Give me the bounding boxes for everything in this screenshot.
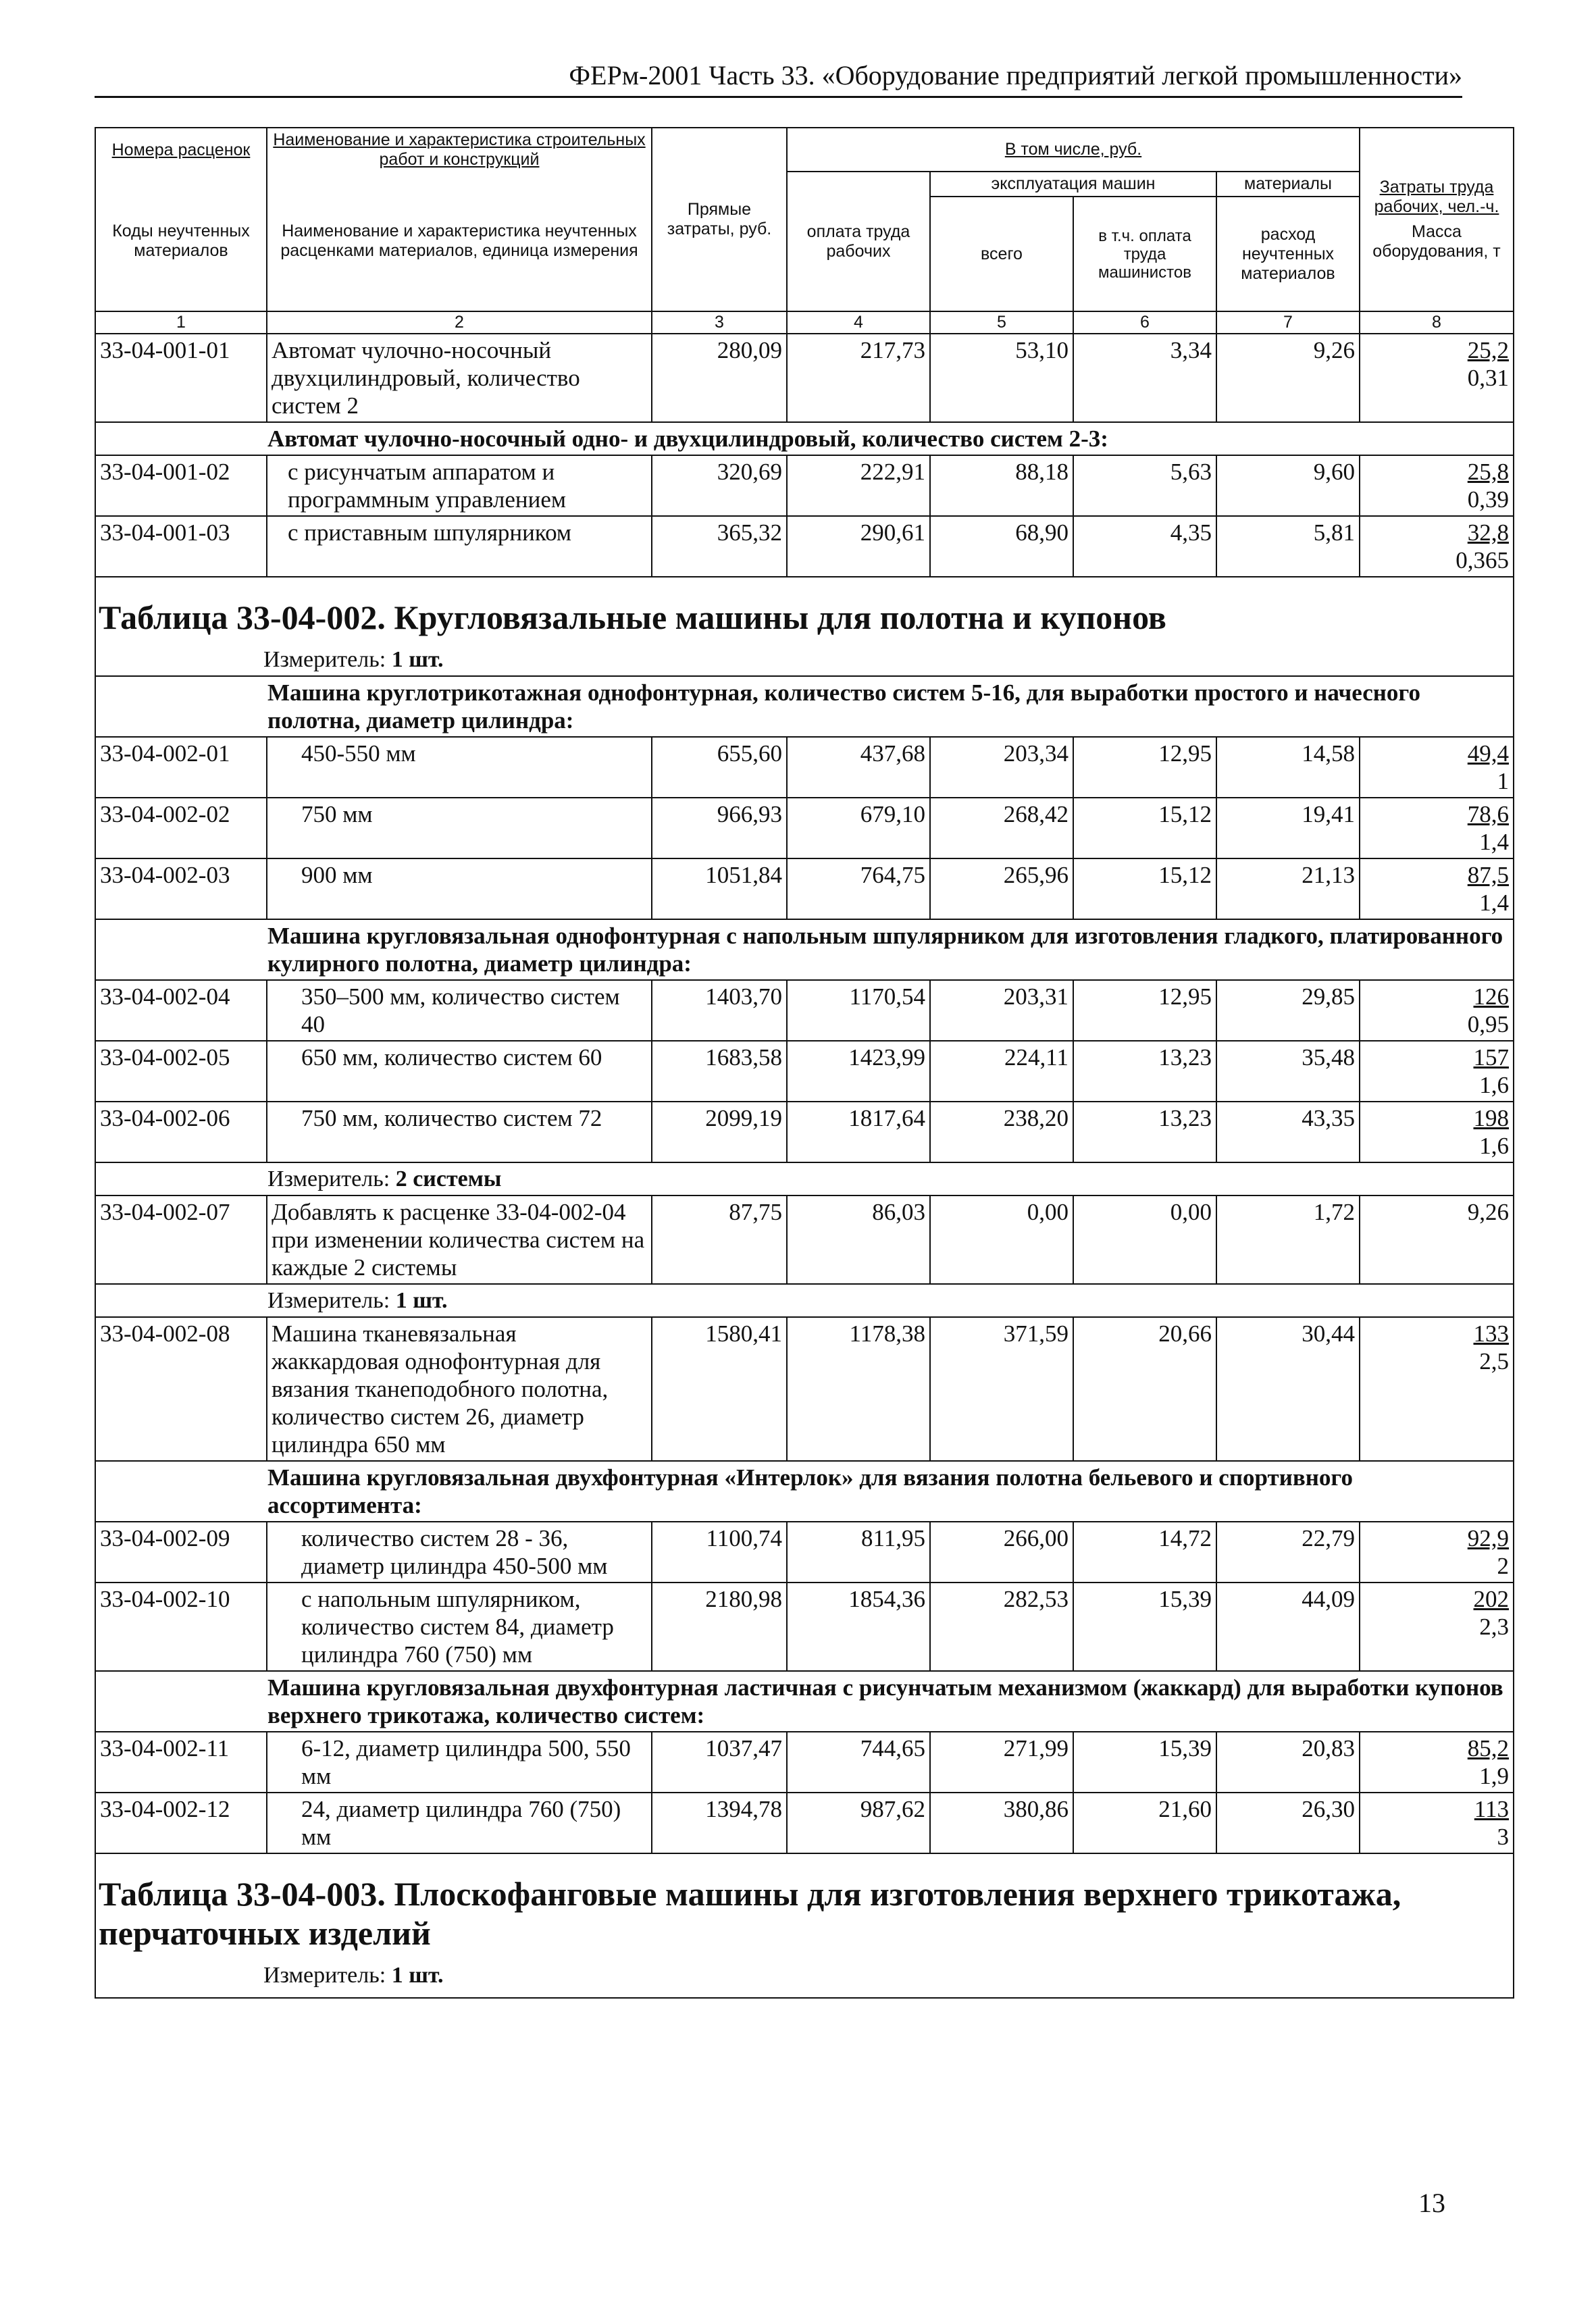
group-text: Машина кругловязальная двухфонтурная «Интерлок» для вязания полотна бельевого и спортивного ассортимента: — [95, 1461, 1514, 1522]
machines: 238,20 — [930, 1102, 1073, 1162]
rate-code: 33-04-002-12 — [95, 1793, 267, 1853]
meter-label: Измеритель: — [267, 1288, 390, 1313]
labor-mass — [1360, 1522, 1514, 1583]
direct-costs: 1100,74 — [652, 1522, 787, 1583]
machines: 0,00 — [930, 1195, 1073, 1284]
table-title-row — [95, 577, 1514, 644]
col-machine-total: всего — [930, 197, 1073, 311]
page-number: 13 — [1418, 2188, 1445, 2218]
column-numbers-row — [95, 311, 1514, 334]
labor: 133 — [1473, 1320, 1509, 1347]
wages: 222,91 — [787, 455, 930, 516]
table-002-title: Таблица 33-04-002. Кругловязальные машины для полотна и купонов — [95, 577, 1514, 644]
rate-name: 450-550 мм — [267, 737, 652, 798]
wages: 764,75 — [787, 858, 930, 919]
rate-code: 33-04-002-09 — [95, 1522, 267, 1583]
col-labor-mass — [1360, 128, 1514, 311]
col-materials: материалы — [1216, 172, 1360, 197]
rate-name: Машина тканевязальная жаккардовая однофонтурная для вязания тканеподобного полотна, количество систем 26, диаметр цилиндра 650 мм — [267, 1317, 652, 1461]
labor-mass — [1360, 798, 1514, 858]
wages: 1170,54 — [787, 980, 930, 1041]
labor-mass — [1360, 980, 1514, 1041]
meter-row — [95, 1284, 1514, 1317]
labor-mass — [1360, 1041, 1514, 1102]
labor: 126 — [1473, 983, 1509, 1010]
direct-costs: 1403,70 — [652, 980, 787, 1041]
materials: 19,41 — [1216, 798, 1360, 858]
mass: 1,6 — [1479, 1072, 1509, 1098]
machinist-wages: 13,23 — [1073, 1041, 1216, 1102]
labor-mass — [1360, 1317, 1514, 1461]
rate-code: 33-04-002-03 — [95, 858, 267, 919]
col-number: 8 — [1360, 311, 1514, 334]
labor-mass — [1360, 455, 1514, 516]
labor: 92,9 — [1467, 1525, 1509, 1551]
meter-unit: 1 шт. — [391, 647, 444, 672]
meter-label: Измеритель: — [263, 647, 386, 672]
labor: 9,26 — [1360, 1195, 1514, 1284]
rate-code: 33-04-002-10 — [95, 1583, 267, 1671]
rate-code: 33-04-002-07 — [95, 1195, 267, 1284]
labor-mass — [1360, 1102, 1514, 1162]
machinist-wages: 21,60 — [1073, 1793, 1216, 1853]
col-number: 2 — [267, 311, 652, 334]
col-number: 4 — [787, 311, 930, 334]
header-row-1 — [95, 128, 1514, 172]
wages: 987,62 — [787, 1793, 930, 1853]
machines: 68,90 — [930, 516, 1073, 577]
meter — [95, 1284, 1514, 1317]
rate-code: 33-04-002-02 — [95, 798, 267, 858]
rate-code: 33-04-002-08 — [95, 1317, 267, 1461]
machines: 380,86 — [930, 1793, 1073, 1853]
group-heading — [95, 1461, 1514, 1522]
machinist-wages: 12,95 — [1073, 980, 1216, 1041]
col-unaccounted-codes: Коды неучтенных материалов — [95, 172, 267, 311]
machines: 203,34 — [930, 737, 1073, 798]
rate-name: с напольным шпулярником, количество систем 84, диаметр цилиндра 760 (750) мм — [267, 1583, 652, 1671]
col-name-top: Наименование и характеристика строительных работ и конструкций — [267, 128, 652, 172]
materials: 20,83 — [1216, 1732, 1360, 1793]
direct-costs: 280,09 — [652, 334, 787, 422]
wages: 679,10 — [787, 798, 930, 858]
col-number: 6 — [1073, 311, 1216, 334]
group-heading — [95, 676, 1514, 737]
wages: 744,65 — [787, 1732, 930, 1793]
labor-mass — [1360, 1732, 1514, 1793]
group-text: Машина кругловязальная двухфонтурная ластичная с рисунчатым механизмом (жаккард) для выработки купонов верхнего трикотажа, количество систем: — [95, 1671, 1514, 1732]
rate-name: Добавлять к расценке 33-04-002-04 при изменении количества систем на каждые 2 системы — [267, 1195, 652, 1284]
machinist-wages: 14,72 — [1073, 1522, 1216, 1583]
direct-costs: 1037,47 — [652, 1732, 787, 1793]
direct-costs: 1051,84 — [652, 858, 787, 919]
direct-costs: 1683,58 — [652, 1041, 787, 1102]
labor: 49,4 — [1467, 740, 1509, 767]
direct-costs: 1394,78 — [652, 1793, 787, 1853]
direct-costs: 365,32 — [652, 516, 787, 577]
table-row — [95, 1102, 1514, 1162]
labor: 198 — [1473, 1105, 1509, 1131]
machinist-wages: 15,12 — [1073, 798, 1216, 858]
rate-code: 33-04-002-11 — [95, 1732, 267, 1793]
meter-row — [95, 1959, 1514, 1998]
table-row — [95, 1041, 1514, 1102]
table-003-title: Таблица 33-04-003. Плоскофанговые машины для изготовления верхнего трикотажа, перчаточных изделий — [95, 1853, 1514, 1959]
col-labor: Затраты труда рабочих, чел.-ч. — [1374, 178, 1499, 216]
materials: 43,35 — [1216, 1102, 1360, 1162]
group-heading — [95, 422, 1514, 455]
wages: 1854,36 — [787, 1583, 930, 1671]
rate-code: 33-04-002-06 — [95, 1102, 267, 1162]
table-row — [95, 455, 1514, 516]
labor-mass — [1360, 334, 1514, 422]
table-row — [95, 737, 1514, 798]
machinist-wages: 3,34 — [1073, 334, 1216, 422]
rate-name: 750 мм — [267, 798, 652, 858]
meter-row — [95, 644, 1514, 676]
machinist-wages: 15,39 — [1073, 1732, 1216, 1793]
table-row — [95, 516, 1514, 577]
col-name-bottom: Наименование и характеристика неучтенных расценками материалов, единица измерения — [267, 172, 652, 311]
machines: 266,00 — [930, 1522, 1073, 1583]
materials: 9,60 — [1216, 455, 1360, 516]
table-row — [95, 1732, 1514, 1793]
col-including: В том числе, руб. — [787, 128, 1360, 172]
group-text: Автомат чулочно-носочный одно- и двухцилиндровый, количество систем 2-3: — [95, 422, 1514, 455]
table-row — [95, 858, 1514, 919]
meter-unit: 1 шт. — [391, 1963, 444, 1988]
labor: 113 — [1474, 1796, 1509, 1822]
direct-costs: 320,69 — [652, 455, 787, 516]
mass: 0,31 — [1467, 365, 1509, 391]
labor-mass — [1360, 858, 1514, 919]
wages: 437,68 — [787, 737, 930, 798]
rate-code: 33-04-002-01 — [95, 737, 267, 798]
meter — [95, 644, 1514, 676]
wages: 1817,64 — [787, 1102, 930, 1162]
direct-costs: 655,60 — [652, 737, 787, 798]
labor: 202 — [1473, 1586, 1509, 1612]
machinist-wages: 20,66 — [1073, 1317, 1216, 1461]
rate-code: 33-04-001-02 — [95, 455, 267, 516]
rates-table — [95, 127, 1514, 1999]
mass: 2,5 — [1479, 1348, 1509, 1374]
machinist-wages: 15,12 — [1073, 858, 1216, 919]
materials: 26,30 — [1216, 1793, 1360, 1853]
materials: 30,44 — [1216, 1317, 1360, 1461]
col-number: 7 — [1216, 311, 1360, 334]
rate-name: 750 мм, количество систем 72 — [267, 1102, 652, 1162]
machines: 371,59 — [930, 1317, 1073, 1461]
direct-costs: 2099,19 — [652, 1102, 787, 1162]
mass: 2,3 — [1479, 1614, 1509, 1640]
labor-mass — [1360, 516, 1514, 577]
rate-name: 350–500 мм, количество систем 40 — [267, 980, 652, 1041]
labor: 32,8 — [1467, 519, 1509, 546]
col-number: 3 — [652, 311, 787, 334]
mass: 1,9 — [1479, 1763, 1509, 1789]
machinist-wages: 15,39 — [1073, 1583, 1216, 1671]
col-mass: Масса оборудования, т — [1372, 222, 1501, 261]
rate-name: 24, диаметр цилиндра 760 (750) мм — [267, 1793, 652, 1853]
col-direct-costs: Прямые затраты, руб. — [652, 128, 787, 311]
table-row — [95, 1583, 1514, 1671]
table-title-row — [95, 1853, 1514, 1959]
rate-name: 900 мм — [267, 858, 652, 919]
machinist-wages: 4,35 — [1073, 516, 1216, 577]
direct-costs: 2180,98 — [652, 1583, 787, 1671]
rate-code: 33-04-001-01 — [95, 334, 267, 422]
mass: 1,6 — [1479, 1133, 1509, 1159]
col-number: 1 — [95, 311, 267, 334]
table-row — [95, 1195, 1514, 1284]
materials: 5,81 — [1216, 516, 1360, 577]
materials: 9,26 — [1216, 334, 1360, 422]
col-wages: оплата труда рабочих — [787, 172, 930, 311]
rate-name: с рисунчатым аппаратом и программным управлением — [267, 455, 652, 516]
col-machine-operation: эксплуатация машин — [930, 172, 1216, 197]
labor: 87,5 — [1467, 862, 1509, 888]
machinist-wages: 13,23 — [1073, 1102, 1216, 1162]
mass: 1,4 — [1479, 890, 1509, 916]
meter-row — [95, 1162, 1514, 1195]
col-materials-consumption: расход неучтенных материалов — [1216, 197, 1360, 311]
col-number: 5 — [930, 311, 1073, 334]
machinist-wages: 12,95 — [1073, 737, 1216, 798]
labor: 78,6 — [1467, 801, 1509, 827]
labor: 157 — [1473, 1044, 1509, 1071]
direct-costs: 966,93 — [652, 798, 787, 858]
rate-name: 650 мм, количество систем 60 — [267, 1041, 652, 1102]
labor-mass — [1360, 1793, 1514, 1853]
machines: 88,18 — [930, 455, 1073, 516]
labor-mass — [1360, 1583, 1514, 1671]
materials: 22,79 — [1216, 1522, 1360, 1583]
wages: 1423,99 — [787, 1041, 930, 1102]
labor: 25,8 — [1467, 459, 1509, 485]
machinist-wages: 0,00 — [1073, 1195, 1216, 1284]
machines: 271,99 — [930, 1732, 1073, 1793]
rate-name: количество систем 28 - 36, диаметр цилиндра 450-500 мм — [267, 1522, 652, 1583]
group-text: Машина кругловязальная однофонтурная с напольным шпулярником для изготовления гладкого, платированного кулирного полотна, диаметр цилиндра: — [95, 919, 1514, 980]
table-row — [95, 980, 1514, 1041]
mass: 0,95 — [1467, 1011, 1509, 1037]
machines: 268,42 — [930, 798, 1073, 858]
rate-name: Автомат чулочно-носочный двухцилиндровый, количество систем 2 — [267, 334, 652, 422]
mass: 2 — [1497, 1553, 1509, 1579]
materials: 35,48 — [1216, 1041, 1360, 1102]
table-row — [95, 334, 1514, 422]
direct-costs: 1580,41 — [652, 1317, 787, 1461]
materials: 29,85 — [1216, 980, 1360, 1041]
machines: 203,31 — [930, 980, 1073, 1041]
machines: 265,96 — [930, 858, 1073, 919]
rate-name: 6-12, диаметр цилиндра 500, 550 мм — [267, 1732, 652, 1793]
meter-label: Измеритель: — [267, 1166, 390, 1191]
meter — [95, 1162, 1514, 1195]
wages: 811,95 — [787, 1522, 930, 1583]
rate-code: 33-04-002-04 — [95, 980, 267, 1041]
mass: 1 — [1497, 768, 1509, 794]
page-header: ФЕРм-2001 Часть 33. «Оборудование предприятий легкой промышленности» — [95, 62, 1462, 98]
header-row-2 — [95, 172, 1514, 197]
wages: 290,61 — [787, 516, 930, 577]
group-heading — [95, 919, 1514, 980]
labor: 85,2 — [1467, 1735, 1509, 1762]
machines: 53,10 — [930, 334, 1073, 422]
meter — [95, 1959, 1514, 1998]
rate-code: 33-04-002-05 — [95, 1041, 267, 1102]
meter-unit: 2 системы — [395, 1166, 502, 1191]
mass: 1,4 — [1479, 829, 1509, 855]
machinist-wages: 5,63 — [1073, 455, 1216, 516]
mass: 3 — [1497, 1824, 1509, 1850]
machines: 282,53 — [930, 1583, 1073, 1671]
labor: 25,2 — [1467, 337, 1509, 363]
mass: 0,365 — [1456, 547, 1509, 573]
group-text: Машина круглотрикотажная однофонтурная, количество систем 5-16, для выработки простого и начесного полотна, диаметр цилиндра: — [95, 676, 1514, 737]
table-row — [95, 1317, 1514, 1461]
wages: 217,73 — [787, 334, 930, 422]
table-row — [95, 1793, 1514, 1853]
wages: 86,03 — [787, 1195, 930, 1284]
materials: 44,09 — [1216, 1583, 1360, 1671]
mass: 0,39 — [1467, 486, 1509, 513]
materials: 21,13 — [1216, 858, 1360, 919]
materials: 14,58 — [1216, 737, 1360, 798]
table-row — [95, 1522, 1514, 1583]
labor-mass — [1360, 737, 1514, 798]
table-row — [95, 798, 1514, 858]
meter-label: Измеритель: — [263, 1963, 386, 1988]
meter-unit: 1 шт. — [395, 1288, 448, 1313]
machines: 224,11 — [930, 1041, 1073, 1102]
rate-code: 33-04-001-03 — [95, 516, 267, 577]
group-heading — [95, 1671, 1514, 1732]
materials: 1,72 — [1216, 1195, 1360, 1284]
col-machinist-wages: в т.ч. оплата труда машинистов — [1073, 197, 1216, 311]
direct-costs: 87,75 — [652, 1195, 787, 1284]
rate-name: с приставным шпулярником — [267, 516, 652, 577]
wages: 1178,38 — [787, 1317, 930, 1461]
col-rate-number: Номера расценок — [95, 128, 267, 172]
